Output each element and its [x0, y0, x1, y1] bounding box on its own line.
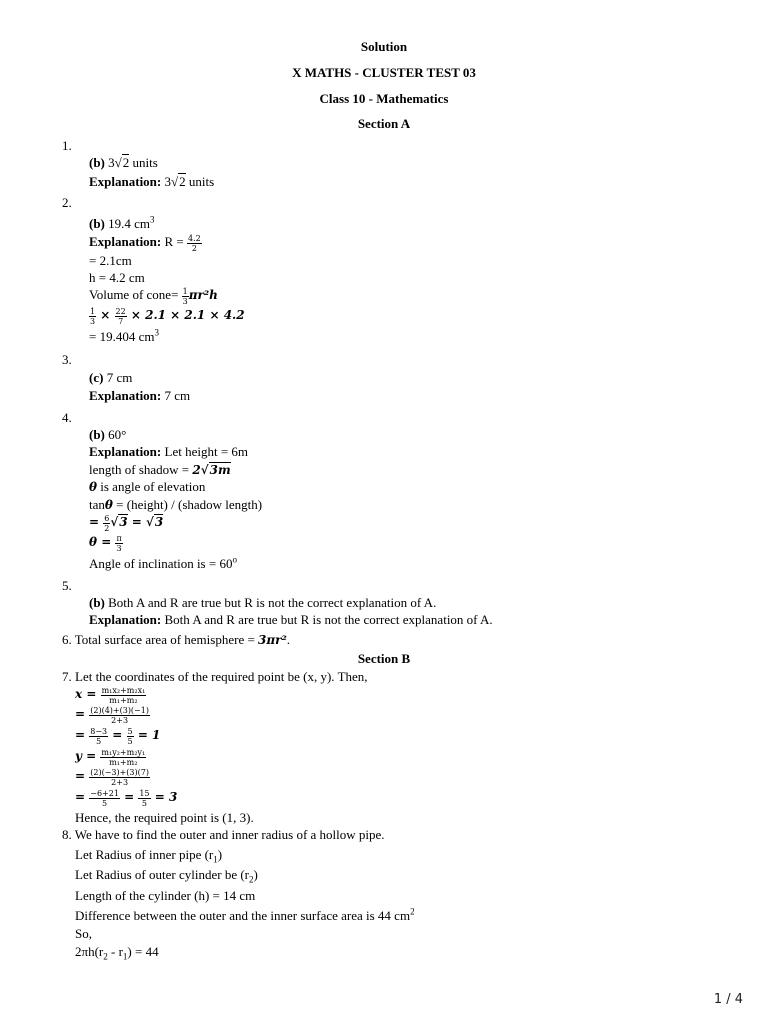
q4-theta-value: θ = $\frac{\pi}{3}$ [89, 533, 122, 553]
q8-difference: Difference between the outer and the inner surface area is 44 $cm^2$ [75, 906, 415, 923]
q2-volume-formula: Volume of cone= $\frac{1}{3}$ πr²h [89, 286, 218, 306]
q7-conclusion: Hence, the required point is (1, 3). [75, 810, 254, 825]
q2-number: 2. [62, 195, 72, 210]
q2-calculation: $\frac{1}{3}$ × $\frac{22}{7}$ × 2.1 × 2.1 × 4.2 [90, 306, 245, 326]
q1-explanation: Explanation: 3√2 units [89, 174, 215, 189]
q3-answer: (c) 7 cm [89, 370, 133, 385]
q6-text: 6. Total surface area of hemisphere = 3πr². [62, 632, 291, 647]
section-a-heading: Section A [357, 116, 411, 131]
q1-answer: (b) 3√2 units [89, 155, 158, 170]
class-line: Class 10 - Mathematics [319, 91, 449, 106]
q4-explanation: Explanation: Let height = 6m [89, 444, 249, 459]
test-name: X MATHS - CLUSTER TEST 03 [292, 65, 476, 80]
q7-x-formula: x = $\frac{\text{m₁x₂+m₂x₁}}{\text{m₁+m₂}}$ [75, 685, 146, 705]
section-b-heading: Section B [357, 651, 411, 666]
q5-explanation: Explanation: Both A and R are true but R is not the correct explanation of A. [89, 612, 493, 627]
q1-number: 1. [62, 138, 72, 153]
q8-so: So, [75, 926, 92, 941]
q7-y-formula: y = $\frac{\text{m₁y₂+m₂y₁}}{\text{m₁+m₂}}$ [75, 747, 146, 767]
q2-answer: (b) 19.4 $cm^3$ [89, 214, 155, 231]
q4-shadow-length: length of shadow = 2√3m [89, 462, 231, 477]
q8-outer-radius: Let Radius of outer cylinder be $(r_2)$ [75, 867, 258, 885]
q7-y-substitution: = $\frac{(2)(-3)+(3)(7)}{2+3}$ [75, 767, 149, 787]
page-number: 1 / 4 [713, 992, 743, 1007]
q8-intro: 8. We have to find the outer and inner radius of a hollow pipe. [62, 827, 385, 842]
page-title: Solution [360, 39, 408, 54]
q2-radius: = 2.1cm [89, 253, 132, 268]
q7-y-result: = $\frac{-6+21}{5}$ = $\frac{15}{5}$ = 3 [75, 788, 178, 808]
q4-number: 4. [62, 410, 72, 425]
q4-tan-result: = $\frac{6}{2}$ √3 = √3 [89, 513, 164, 533]
q2-result: = 19.404 $cm^3$ [89, 327, 159, 344]
q4-theta-elevation: θ is angle of elevation [89, 479, 206, 494]
q7-x-result: = $\frac{8-3}{5}$ = $\frac{5}{5}$ = 1 [75, 726, 161, 746]
q8-inner-radius: Let Radius of inner pipe $(r_1)$ [75, 847, 223, 865]
q4-answer: (b) 60° [89, 427, 127, 442]
q5-number: 5. [62, 578, 72, 593]
q2-explanation: Explanation: R = $\frac{4.2}{2}$ [89, 233, 201, 253]
q4-inclination: Angle of inclination is = $60^o$ [89, 554, 237, 571]
q8-length: Length of the cylinder (h) = 14 cm [75, 888, 256, 903]
q8-equation: $2\pi h(r_2 - r_1) = 44$ [75, 944, 159, 962]
q7-intro: 7. Let the coordinates of the required point be (x, y). Then, [62, 669, 368, 684]
q7-x-substitution: = $\frac{(2)(4)+(3)(-1)}{2+3}$ [75, 705, 149, 725]
q4-tan-line: tanθ = (height) / (shadow length) [89, 497, 263, 512]
q3-number: 3. [62, 352, 72, 367]
q3-explanation: Explanation: 7 cm [89, 388, 191, 403]
q2-height: h = 4.2 cm [89, 270, 145, 285]
q5-answer: (b) Both A and R are true but R is not the correct explanation of A. [89, 595, 437, 610]
